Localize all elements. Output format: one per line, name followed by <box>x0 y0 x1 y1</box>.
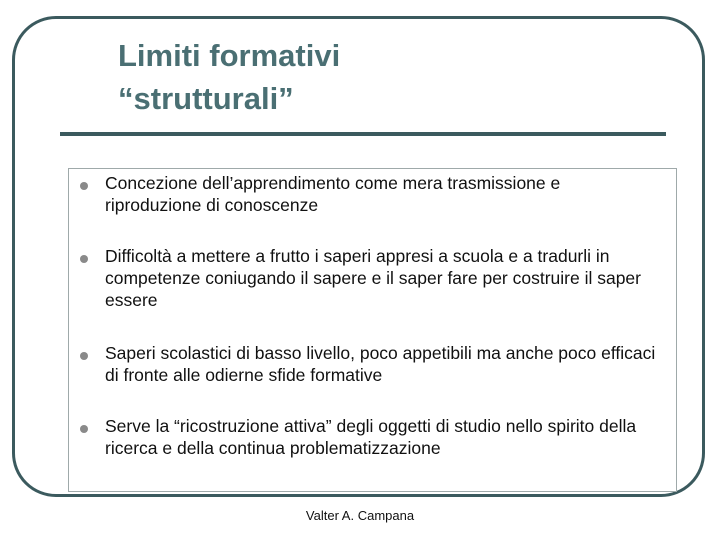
bullet-text: Difficoltà a mettere a frutto i saperi appresi a scuola e a tradurli in competenze coniugando il sapere e il saper fare per costruire il saper essere <box>105 246 641 310</box>
bullet-dot-icon <box>80 182 88 190</box>
bullet-text: Concezione dell’apprendimento come mera trasmissione e riproduzione di conoscenze <box>105 173 561 215</box>
title-line-1: Limiti formativi <box>118 38 341 73</box>
bullet-item <box>80 415 660 459</box>
bullet-item <box>80 342 660 386</box>
bullet-item <box>80 172 660 216</box>
bullet-dot-icon <box>80 425 88 433</box>
title-divider <box>60 132 666 136</box>
bullet-dot-icon <box>80 352 88 360</box>
bullet-item <box>80 245 660 311</box>
bullet-text: Serve la “ricostruzione attiva” degli oggetti di studio nello spirito della ricerca e della continua problematizzazione <box>105 416 637 458</box>
bullet-dot-icon <box>80 255 88 263</box>
slide-footer: Valter A. Campana <box>305 508 415 523</box>
slide-title <box>118 34 340 120</box>
title-line-2: “strutturali” <box>118 81 294 116</box>
bullet-text: Saperi scolastici di basso livello, poco appetibili ma anche poco efficaci di fronte alle odierne sfide formative <box>105 343 656 385</box>
